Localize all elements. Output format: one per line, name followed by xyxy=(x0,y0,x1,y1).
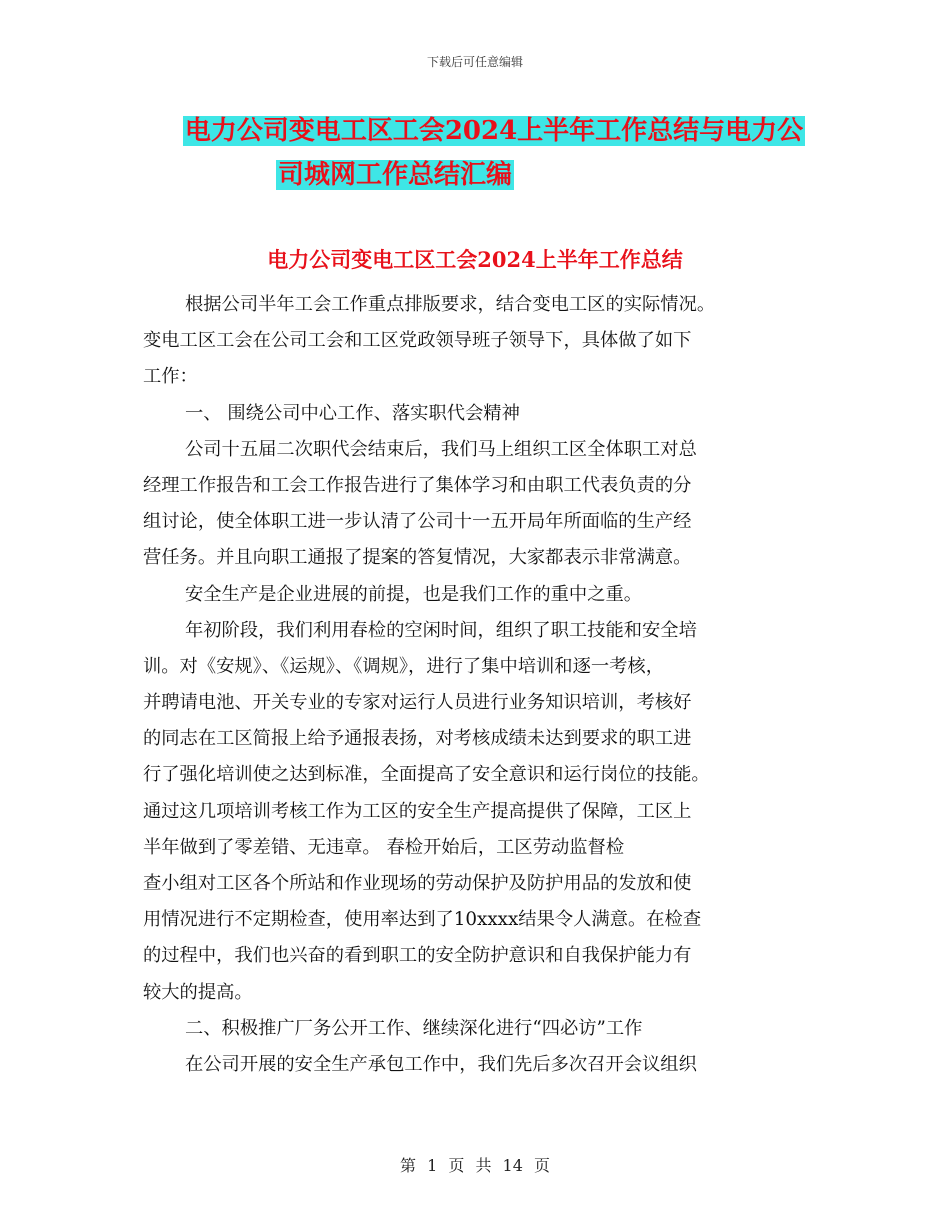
text-line: 的同志在工区简报上给予通报表扬，对考核成绩未达到要求的职工进 xyxy=(143,728,692,750)
text-line: 一、 围绕公司中心工作、落实职代会精神 xyxy=(185,402,520,424)
text-line: 行了强化培训使之达到标准，全面提高了安全意识和运行岗位的技能。 xyxy=(143,764,710,786)
text-line: 的过程中，我们也兴奋的看到职工的安全防护意识和自我保护能力有 xyxy=(143,945,692,967)
text-line: 半年做到了零差错、无违章。 春检开始后，工区劳动监督检 xyxy=(143,836,625,858)
document-title-line-1 xyxy=(19,111,950,151)
text-line: 组讨论，使全体职工进一步认清了公司十一五开局年所面临的生产经 xyxy=(143,511,692,533)
text-line: 工作： xyxy=(143,366,198,388)
text-line: 较大的提高。 xyxy=(143,981,253,1003)
document-title-line-2 xyxy=(0,155,870,195)
title-highlight-2: 司城网工作总结汇编 xyxy=(277,160,512,190)
title-highlight-1: 电力公司变电工区工会2024上半年工作总结与电力公 xyxy=(184,116,804,146)
text-line: 用情况进行不定期检查，使用率达到了10xxxx结果令人满意。在检查 xyxy=(143,909,702,931)
text-line: 经理工作报告和工会工作报告进行了集体学习和由职工代表负责的分 xyxy=(143,474,692,496)
text-line: 营任务。并且向职工通报了提案的答复情况，大家都表示非常满意。 xyxy=(143,547,692,569)
text-line: 二、积极推广厂务公开工作、继续深化进行“四必访”工作 xyxy=(185,1017,643,1039)
text-line: 查小组对工区各个所站和作业现场的劳动保护及防护用品的发放和使 xyxy=(143,873,692,894)
text-line: 在公司开展的安全生产承包工作中，我们先后多次召开会议组织 xyxy=(185,1053,697,1075)
text-line: 训。对《安规》、《运规》、《调规》，进行了集中培训和逐一考核， xyxy=(143,655,664,677)
text-line: 安全生产是企业进展的前提，也是我们工作的重中之重。 xyxy=(185,583,643,605)
text-line: 根据公司半年工会工作重点排版要求，结合变电工区的实际情况。 xyxy=(185,294,716,315)
text-line: 并聘请电池、开关专业的专家对运行人员进行业务知识培训，考核好 xyxy=(143,692,692,714)
text-line: 年初阶段，我们利用春检的空闲时间，组织了职工技能和安全培 xyxy=(185,619,697,641)
section-title: 电力公司变电工区工会2024上半年工作总结 xyxy=(267,247,683,272)
header-note: 下载后可任意编辑 xyxy=(426,55,523,69)
text-line: 变电工区工会在公司工会和工区党政领导班子领导下，具体做了如下 xyxy=(143,330,692,352)
page-footer: 第 1 页 共 14 页 xyxy=(400,1156,550,1175)
text-line: 公司十五届二次职代会结束后，我们马上组织工区全体职工对总 xyxy=(185,438,697,460)
body-text xyxy=(143,287,813,1083)
text-line: 通过这几项培训考核工作为工区的安全生产提高提供了保障，工区上 xyxy=(143,800,692,822)
